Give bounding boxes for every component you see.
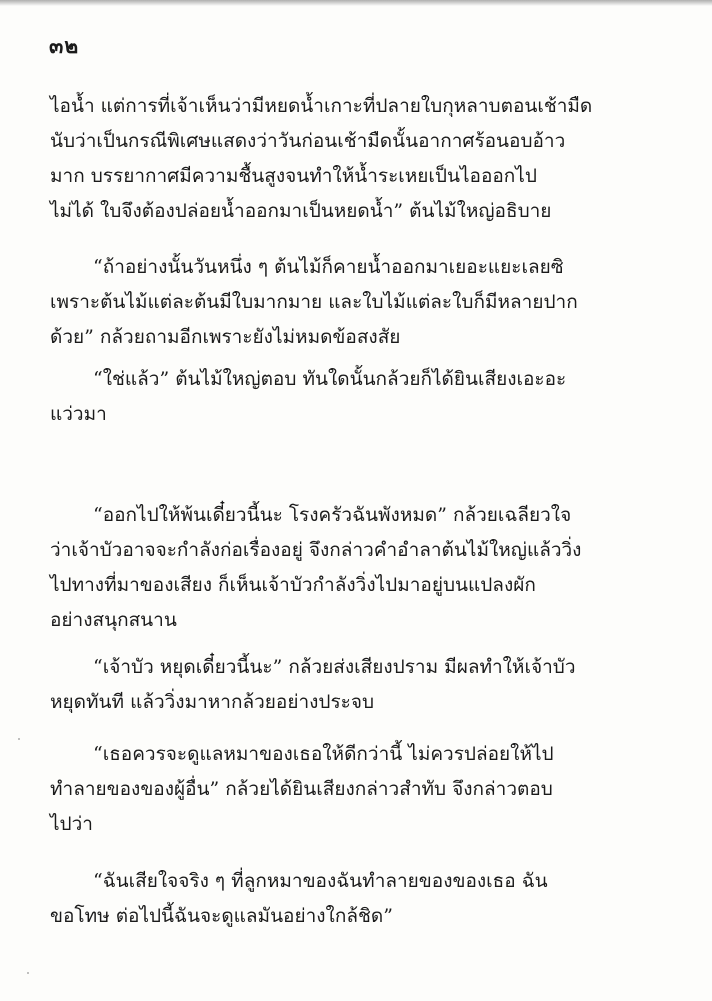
text-line-15: หยุดทันที แล้ววิ่งมาหากล้วยอย่างประจบ bbox=[50, 691, 375, 713]
text-line-9: แว่วมา bbox=[50, 403, 107, 425]
text-line-16: “เธอควรจะดูแลหมาของเธอให้ดีกว่านี้ ไม่ควรปล่อยให้ไป bbox=[93, 743, 554, 765]
scan-speck bbox=[18, 738, 20, 740]
text-line-6: เพราะต้นไม้แต่ละต้นมีใบมากมาย และใบไม้แต่ละใบก็มีหลายปาก bbox=[50, 291, 578, 313]
text-line-13: อย่างสนุกสนาน bbox=[50, 609, 177, 631]
text-line-8: “ใช่แล้ว” ต้นไม้ใหญ่ตอบ ทันใดนั้นกล้วยก็ได้ยินเสียงเอะอะ bbox=[93, 368, 567, 390]
text-line-10: “ออกไปให้พ้นเดี๋ยวนี้นะ โรงครัวฉันพังหมด” กล้วยเฉลียวใจ bbox=[93, 504, 572, 526]
text-line-7: ด้วย” กล้วยถามอีกเพราะยังไม่หมดข้อสงสัย bbox=[50, 326, 401, 348]
text-line-5: “ถ้าอย่างนั้นวันหนึ่ง ๆ ต้นไม้ก็คายน้ำออกมาเยอะแยะเลยซิ bbox=[93, 256, 564, 278]
text-line-12: ไปทางที่มาของเสียง ก็เห็นเจ้าบัวกำลังวิ่งไปมาอยู่บนแปลงผัก bbox=[50, 574, 536, 596]
scan-speck bbox=[27, 972, 29, 974]
text-line-2: นับว่าเป็นกรณีพิเศษแสดงว่าวันก่อนเช้ามืดนั้นอากาศร้อนอบอ้าว bbox=[50, 130, 566, 152]
text-line-19: “ฉันเสียใจจริง ๆ ที่ลูกหมาของฉันทำลายของของเธอ ฉัน bbox=[93, 870, 548, 892]
text-line-18: ไปว่า bbox=[50, 813, 93, 835]
text-line-3: มาก บรรยากาศมีความชื้นสูงจนทำให้น้ำระเหยเป็นไอออกไป bbox=[50, 165, 537, 187]
scan-edge-shadow bbox=[0, 0, 712, 6]
text-line-4: ไม่ได้ ใบจึงต้องปล่อยน้ำออกมาเป็นหยดน้ำ” ต้นไม้ใหญ่อธิบาย bbox=[50, 200, 552, 222]
page-number: ๓๒ bbox=[49, 33, 80, 58]
text-line-1: ไอน้ำ แต่การที่เจ้าเห็นว่ามีหยดน้ำเกาะที่ปลายใบกุหลาบตอนเช้ามืด bbox=[50, 95, 593, 117]
text-line-11: ว่าเจ้าบัวอาจจะกำลังก่อเรื่องอยู่ จึงกล่าวคำอำลาต้นไม้ใหญ่แล้ววิ่ง bbox=[50, 539, 582, 561]
text-line-14: “เจ้าบัว หยุดเดี๋ยวนี้นะ” กล้วยส่งเสียงปราม มีผลทำให้เจ้าบัว bbox=[93, 656, 576, 678]
text-line-20: ขอโทษ ต่อไปนี้ฉันจะดูแลมันอย่างใกล้ชิด” bbox=[50, 905, 393, 927]
text-line-17: ทำลายของของผู้อื่น” กล้วยได้ยินเสียงกล่าวสำทับ จึงกล่าวตอบ bbox=[50, 778, 553, 800]
